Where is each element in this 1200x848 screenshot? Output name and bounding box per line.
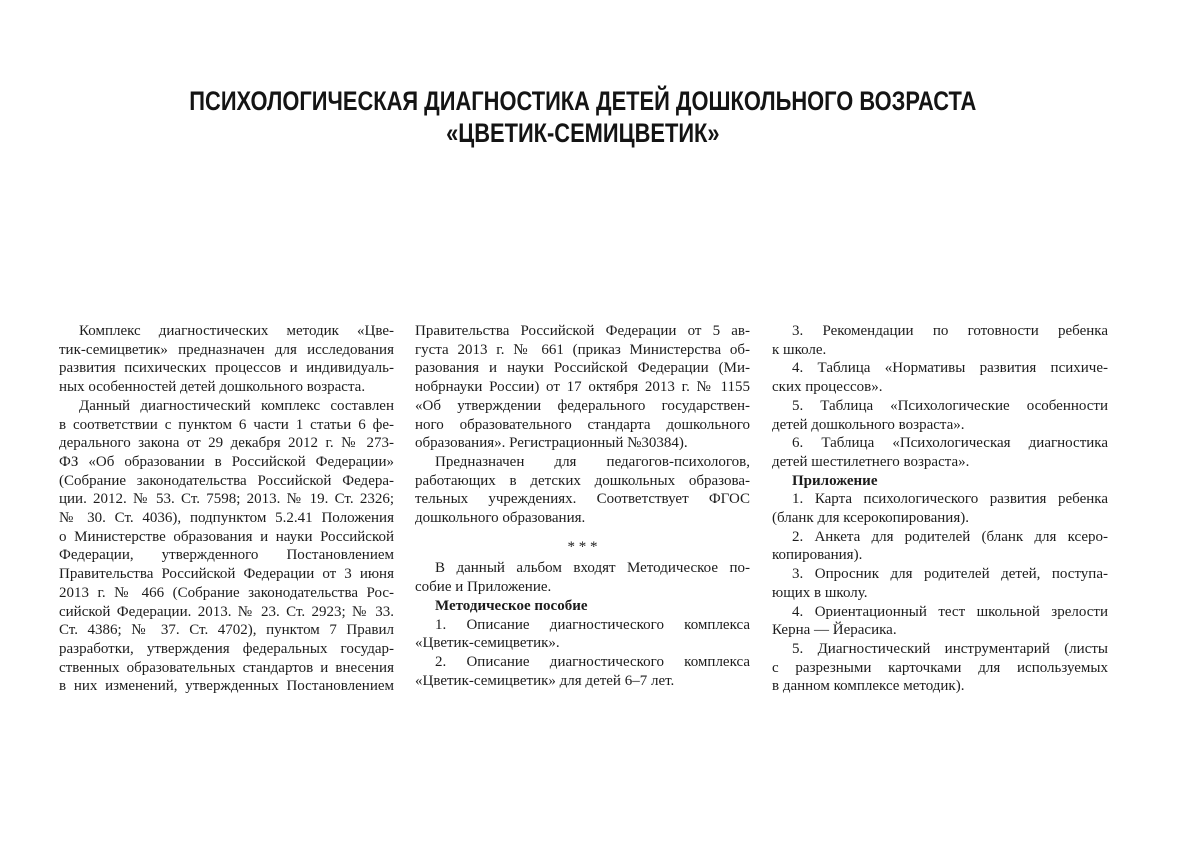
- text-line: в данном комплексе методик).: [772, 678, 965, 695]
- text-line: дерального закона от 29 декабря 2012 г. № 273-: [59, 435, 394, 452]
- text-line: 1. Карта психологического развития ребенка: [792, 491, 1108, 508]
- list-item: [772, 528, 1108, 565]
- text-line: 4. Таблица «Нормативы развития психиче-: [792, 360, 1108, 377]
- text-line: (бланк для ксерокопирования).: [772, 510, 969, 527]
- list-item: [772, 322, 1108, 359]
- paragraph-legal-basis: [59, 397, 394, 696]
- text-line: работающих в детских дошкольных образова-: [415, 472, 750, 489]
- paragraph-purpose: [415, 453, 750, 528]
- text-line: Ст. 4386; № 37. Ст. 4702), пунктом 7 Правил: [59, 622, 394, 639]
- list-item: [415, 653, 750, 690]
- text-line: собие и Приложение.: [415, 579, 552, 596]
- text-line: «Об утверждении федерального государствен-: [415, 397, 750, 414]
- text-line: 2. Анкета для родителей (бланк для ксеро-: [792, 528, 1108, 545]
- text-line: детей дошкольного возраста».: [772, 416, 965, 433]
- text-line: Правительства Российской Федерации от 3 июня: [59, 566, 394, 583]
- text-line: ции. 2012. № 53. Ст. 7598; 2013. № 19. Ст. 2326;: [59, 491, 394, 508]
- text-line: «Цветик-семицветик» для детей 6–7 лет.: [415, 672, 675, 689]
- text-line: в них изменений, утвержденных Постановлением: [59, 678, 394, 695]
- text-line: № 30. Ст. 4036), подпунктом 5.2.41 Положения: [59, 510, 394, 527]
- text-line: 2013 г. № 466 (Собрание законодательства Рос-: [59, 584, 394, 601]
- text-line: 6. Таблица «Психологическая диагностика: [792, 435, 1108, 452]
- list-item: [772, 397, 1108, 434]
- list-item: [772, 603, 1108, 640]
- text-line: Федерации, утвержденного Постановлением: [59, 547, 394, 564]
- text-line: разования и науки Российской Федерации (Ми-: [415, 360, 750, 377]
- paragraph-intro: [59, 322, 394, 397]
- paragraph-legal-basis-continued: [415, 322, 750, 453]
- list-item: [415, 616, 750, 653]
- text-column-1: [59, 322, 394, 696]
- text-line: В данный альбом входят Методическое по-: [435, 560, 750, 577]
- text-line: Комплекс диагностических методик «Цве-: [79, 323, 394, 339]
- text-line: ских процессов».: [772, 379, 883, 396]
- section-separator: * * *: [567, 538, 598, 555]
- text-line: 1. Описание диагностического комплекса: [435, 616, 750, 633]
- text-line: о Министерстве образования и науки Российской: [59, 528, 394, 545]
- document-title-line-1: ПСИХОЛОГИЧЕСКАЯ ДИАГНОСТИКА ДЕТЕЙ ДОШКОЛЬНОГО ВОЗРАСТА: [189, 86, 977, 116]
- text-line: 2. Описание диагностического комплекса: [435, 653, 750, 670]
- text-line: развития психических процессов и индивидуаль-: [59, 360, 394, 377]
- text-line: «Цветик-семицветик».: [415, 635, 560, 652]
- text-line: Правительства Российской Федерации от 5 ав-: [415, 323, 750, 339]
- text-line: тельных учреждениях. Соответствует ФГОС: [415, 491, 750, 508]
- list-item: [772, 490, 1108, 527]
- section-heading-appendix: Приложение: [792, 472, 878, 489]
- title-row-1: [0, 85, 1166, 117]
- text-line: ФЗ «Об образовании в Российской Федерации»: [59, 453, 394, 470]
- text-line: сийской Федерации. 2013. № 23. Ст. 2923; № 33.: [59, 603, 394, 620]
- text-line: густа 2013 г. № 661 (приказ Министерства об-: [415, 341, 750, 358]
- text-line: ющих в школу.: [772, 584, 868, 601]
- text-line: копирования).: [772, 547, 863, 564]
- text-line: детей шестилетнего возраста».: [772, 453, 970, 470]
- text-line: образования». Регистрационный №30384).: [415, 435, 688, 452]
- text-line: ственных образовательных стандартов и внесения: [59, 659, 394, 676]
- list-item: [772, 359, 1108, 396]
- text-line: Предназначен для педагогов-психологов,: [435, 453, 750, 470]
- text-line: 5. Диагностический инструментарий (листы: [792, 640, 1108, 657]
- list-item: [772, 565, 1108, 602]
- text-line: 3. Опросник для родителей детей, поступа-: [792, 566, 1108, 583]
- document-title: [0, 85, 1166, 149]
- list-item: [772, 434, 1108, 471]
- text-line: дошкольного образования.: [415, 510, 586, 527]
- text-line: в соответствии с пунктом 6 части 1 статьи 6 фе-: [59, 416, 394, 433]
- text-line: 5. Таблица «Психологические особенности: [792, 397, 1108, 414]
- text-line: ного образовательного стандарта дошкольного: [415, 416, 750, 433]
- text-line: тик-семицветик» предназначен для исследования: [59, 341, 394, 358]
- paragraph-album-contents: [415, 559, 750, 596]
- text-column-3: [772, 322, 1108, 696]
- title-row-2: [0, 117, 1166, 149]
- text-column-2: [415, 322, 750, 690]
- document-title-line-2: «ЦВЕТИК-СЕМИЦВЕТИК»: [446, 118, 720, 148]
- text-line: 4. Ориентационный тест школьной зрелости: [792, 603, 1108, 620]
- list-item: [772, 640, 1108, 696]
- text-line: нобрнауки России) от 17 октября 2013 г. № 1155: [415, 379, 750, 396]
- text-line: к школе.: [772, 341, 827, 358]
- text-line: с разрезными карточками для используемых: [772, 659, 1108, 676]
- section-heading-methodical-manual: Методическое пособие: [435, 597, 588, 614]
- text-line: разработки, утверждения федеральных государ-: [59, 640, 394, 657]
- text-line: Данный диагностический комплекс составлен: [79, 397, 394, 414]
- text-line: (Собрание законодательства Российской Федера-: [59, 472, 394, 489]
- text-line: ных особенностей детей дошкольного возраста.: [59, 379, 366, 396]
- text-line: Керна — Йерасика.: [772, 622, 897, 639]
- text-line: 3. Рекомендации по готовности ребенка: [792, 323, 1108, 339]
